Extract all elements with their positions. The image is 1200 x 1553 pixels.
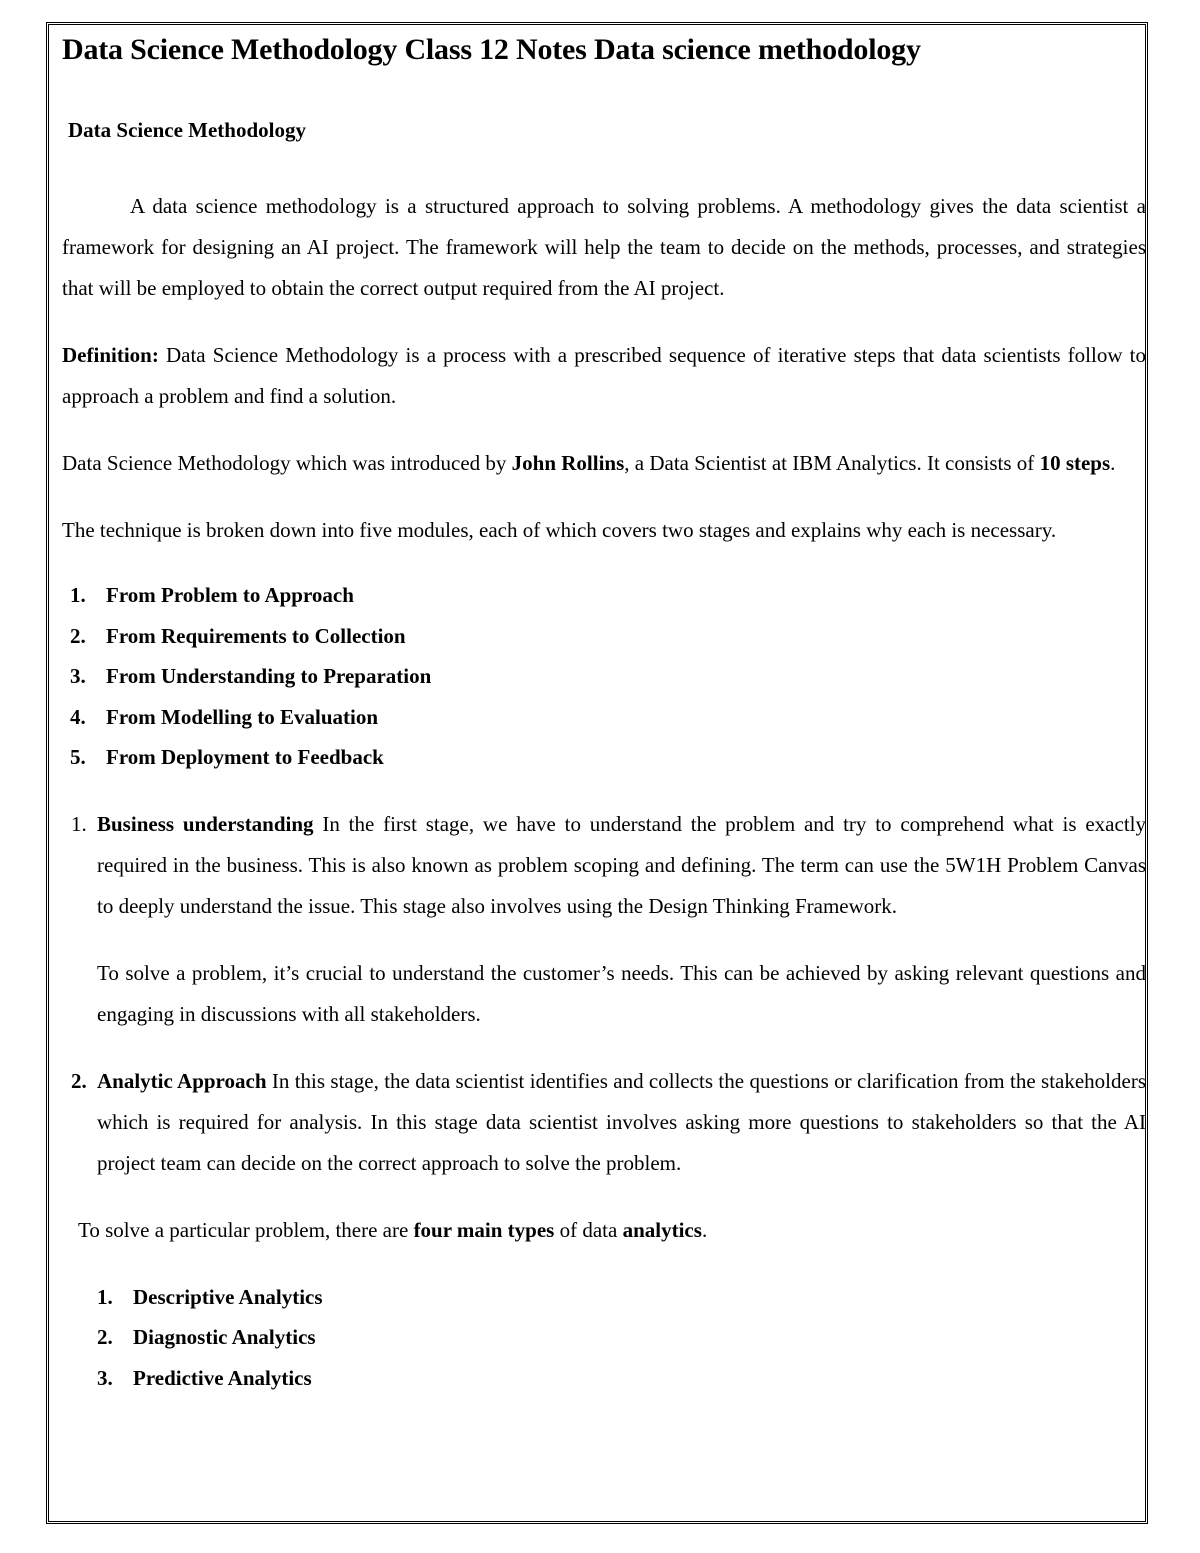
list-item [62,1358,1146,1399]
list-item-number: 2. [97,1325,113,1349]
list-item [62,616,1146,657]
analytics-intro-text-3: . [701,1217,708,1242]
analytics-intro-paragraph [62,1210,1146,1251]
stage-number: 2. [71,1068,87,1093]
list-item-number: 3. [97,1365,113,1390]
stage-text: In the first stage, we have to understand the problem and try to comprehend what is exactly required in the business. This is also known as problem scoping and defining. The term can use the 5W1H Problem Canvas to deeply understand the issue. This stage also involves using the Design Thinking Framework. [97,811,1146,918]
list-item [62,656,1146,697]
definition-paragraph [62,335,1146,417]
analytics-intro-text-1: To solve a particular problem, there are [78,1217,414,1242]
modules-list [62,575,1146,778]
analytics-intro-text-2: of data [554,1217,623,1242]
definition-text: Data Science Methodology is a process with a prescribed sequence of iterative steps that data scientists follow to approach a problem and find a solution. [62,343,1146,408]
analytics-intro-bold-1: four main types [413,1217,555,1242]
list-item-label: Diagnostic Analytics [133,1325,316,1349]
list-item [62,1277,1146,1318]
stage-business-understanding-para2: To solve a problem, it’s crucial to understand the customer’s needs. This can be achieved by asking relevant questions and engaging in discussions with all stakeholders. [97,960,1146,1026]
list-item-number: 1. [97,1284,113,1309]
list-item-number: 4. [70,704,86,729]
list-item-label: From Problem to Approach [106,583,354,607]
page-title: Data Science Methodology Class 12 Notes Data science methodology [62,33,921,66]
list-item-label: Predictive Analytics [133,1365,312,1390]
list-item-label: From Modelling to Evaluation [106,704,379,729]
stage-analytic-approach [62,1061,1146,1184]
rollins-text-3: . [1110,451,1116,475]
modules-intro-paragraph: The technique is broken down into five modules, each of which covers two stages and explains why each is necessary. [62,518,1057,542]
list-item-number: 5. [70,745,86,769]
rollins-text-2: , a Data Scientist at IBM Analytics. It consists of [624,451,1040,475]
definition-label: Definition: [62,343,159,367]
rollins-name: John Rollins [511,451,625,475]
section-heading: Data Science Methodology [68,118,306,142]
list-item-label: From Deployment to Feedback [106,745,384,769]
stage-business-understanding [62,804,1146,927]
stage-paragraph [97,804,1146,927]
list-item-number: 2. [70,623,86,648]
list-item-label: From Requirements to Collection [106,623,406,648]
list-item [62,697,1146,738]
list-item-number: 1. [70,583,86,607]
analytics-list [62,1277,1146,1399]
stage-text: In this stage, the data scientist identifies and collects the questions or clarification from the stakeholders which is required for analysis. In this stage data scientist involves asking more questions to stakeholders so that the AI project team can decide on the correct approach to solve the problem. [97,1068,1146,1175]
list-item-label: Descriptive Analytics [133,1284,323,1309]
list-item [62,737,1146,778]
intro-paragraph: A data science methodology is a structured approach to solving problems. A methodology gives the data scientist a framework for designing an AI project. The framework will help the team to decide on the methods, processes, and strategies that will be employed to obtain the correct output required from the AI project. [62,194,1146,300]
list-item [62,575,1146,616]
stage-title: Analytic Approach [97,1068,267,1093]
rollins-steps: 10 steps [1039,451,1111,475]
list-item [62,1317,1146,1358]
list-item-label: From Understanding to Preparation [106,664,432,688]
document-body [62,24,1146,1398]
stage-title: Business understanding [97,811,314,836]
rollins-text-1: Data Science Methodology which was introduced by [62,451,512,475]
stage-paragraph [97,1061,1146,1184]
list-item-number: 3. [70,664,86,688]
analytics-intro-bold-2: analytics [622,1217,702,1242]
rollins-paragraph [62,443,1146,484]
stage-number: 1. [71,811,87,836]
